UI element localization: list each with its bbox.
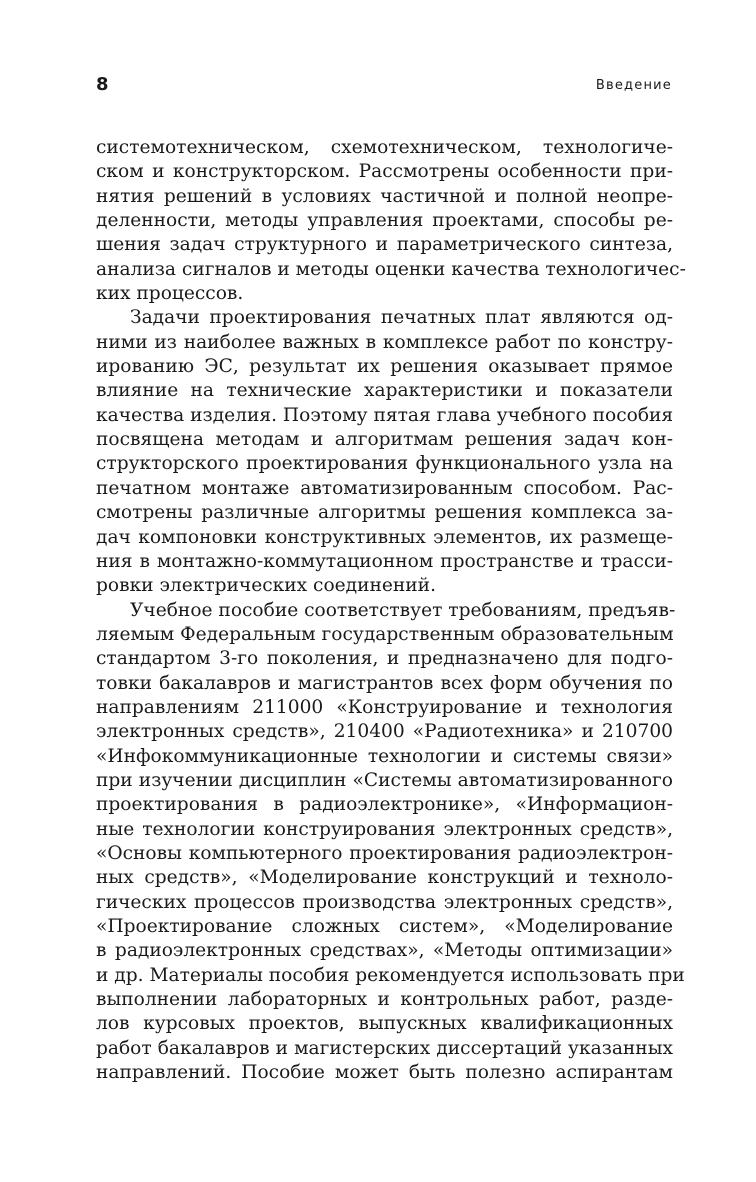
text-line: шения задач структурного и параметрического синтеза, [96,234,673,256]
text-line: ляемым Федеральным государственным образовательным [96,623,674,645]
text-line: ровки электрических соединений. [96,575,436,597]
text-line: Задачи проектирования печатных плат являются од- [130,307,673,329]
text-line: печатном монтаже автоматизированным способом. Рас- [96,477,673,499]
text-line: гических процессов производства электронных средств», [96,891,673,913]
paragraph [96,306,673,598]
text-line: смотрены различные алгоритмы решения комплекса за- [96,502,673,524]
text-line: качества изделия. Поэтому пятая глава учебного пособия [96,404,674,426]
text-line: ском и конструкторском. Рассмотрены особенности при- [96,161,673,183]
text-line: ними из наиболее важных в комплексе работ по констру- [96,331,673,353]
text-line: ких процессов. [96,283,244,305]
text-line: стандартом 3-го поколения, и предназначено для подго- [96,648,673,670]
section-title: Введение [595,78,672,93]
text-line: выполнении лабораторных и контрольных работ, разде- [96,989,673,1011]
text-line: нятия решений в условиях частичной и полной неопре- [96,185,673,207]
text-line: направлениям 211000 «Конструирование и технология [96,696,673,718]
text-line: посвящена методам и алгоритмам решения задач кон- [96,429,673,451]
text-line: «Проектирование сложных систем», «Моделирование [96,916,673,937]
text-line: направлений. Пособие может быть полезно аспирантам [96,1062,673,1084]
text-line: проектирования в радиоэлектронике», «Информацион- [96,794,673,816]
paragraph [96,599,685,1086]
text-line: влияние на технические характеристики и показатели [96,380,673,402]
text-line: «Основы компьютерного проектирования радиоэлектрон- [96,842,673,864]
text-line: структорского проектирования функционального узла на [96,453,673,475]
paragraph [96,136,686,306]
text-line: электронных средств», 210400 «Радиотехника» и 210700 [96,721,673,743]
text-line: Учебное пособие соответствует требованиям, предъяв- [130,599,676,621]
text-line: деленности, методы управления проектами, способы ре- [96,210,673,232]
text-line: товки бакалавров и магистрантов всех форм обучения по [96,672,673,694]
text-line: ированию ЭС, результат их решения оказывает прямое [96,356,673,378]
text-line: в радиоэлектронных средствах», «Методы оптимизации» [96,940,673,962]
text-line: работ бакалавров и магистерских диссертаций указанных [96,1037,673,1059]
page-number: 8 [96,74,109,95]
body-text [96,136,686,1085]
running-head [96,74,672,98]
text-line: анализа сигналов и методы оценки качества технологичес- [96,258,686,280]
text-line: лов курсовых проектов, выпускных квалификационных [96,1013,673,1035]
text-line: ных средств», «Моделирование конструкций и техноло- [96,867,673,889]
text-line: дач компоновки конструктивных элементов, их размеще- [96,526,673,548]
text-line: при изучении дисциплин «Системы автоматизированного [96,769,673,791]
text-line: «Инфокоммуникационные технологии и системы связи» [96,745,673,767]
text-line: системотехническом, схемотехническом, технологиче- [96,137,673,158]
text-line: ные технологии конструирования электронных средств», [96,818,673,840]
text-line: ния в монтажно-коммутационном пространстве и трасси- [96,550,673,572]
text-line: и др. Материалы пособия рекомендуется использовать при [96,964,685,986]
